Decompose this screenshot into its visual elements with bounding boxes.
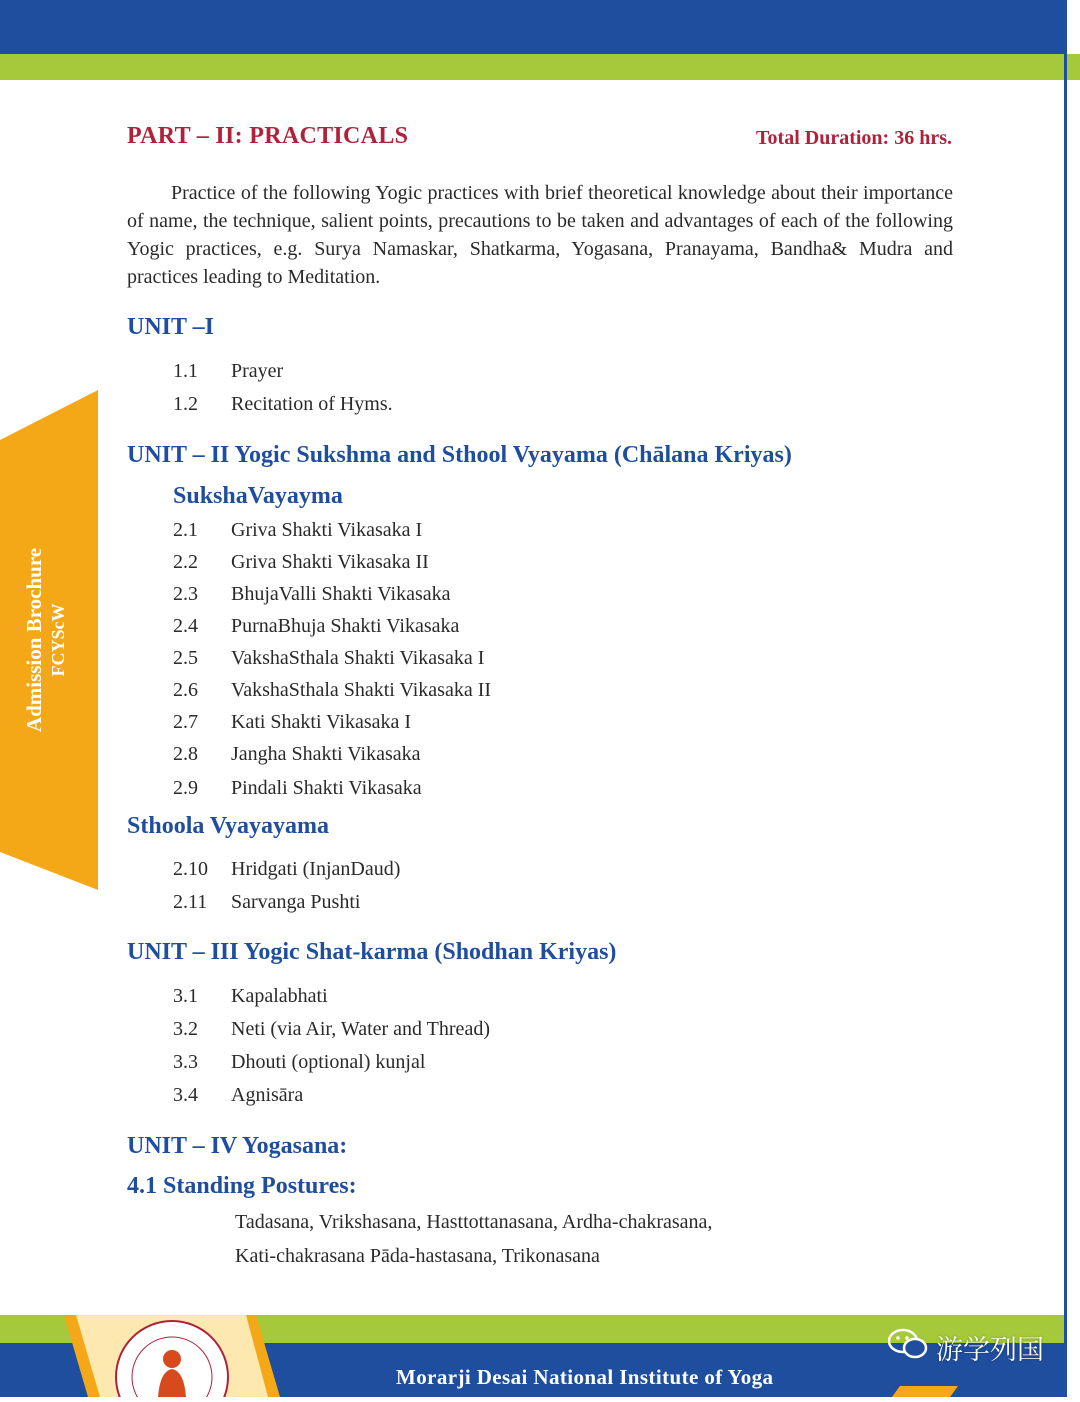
sukshma-subheading: SukshaVayayma <box>173 483 343 509</box>
item-number: 2.11 <box>173 891 208 913</box>
list-item <box>173 890 360 914</box>
item-number: 2.10 <box>173 858 208 880</box>
item-text: Griva Shakti Vikasaka I <box>231 519 423 541</box>
list-item <box>173 1050 425 1074</box>
item-number: 1.2 <box>173 393 198 415</box>
total-duration: Total Duration: 36 hrs. <box>756 127 952 149</box>
item-text: Recitation of Hyms. <box>231 393 393 415</box>
item-number: 2.1 <box>173 519 198 541</box>
part-title: PART – II: PRACTICALS <box>127 123 409 149</box>
item-number: 3.3 <box>173 1051 198 1073</box>
header-blue-bar <box>0 0 1064 54</box>
list-item <box>173 710 411 734</box>
item-text: VakshaSthala Shakti Vikasaka II <box>231 679 492 701</box>
item-text: Neti (via Air, Water and Thread) <box>231 1018 490 1040</box>
list-item <box>173 518 422 542</box>
item-text: Sarvanga Pushti <box>231 891 361 913</box>
sthoola-subheading: Sthoola Vyayayama <box>127 813 330 839</box>
item-text: Dhouti (optional) kunjal <box>231 1051 426 1073</box>
wechat-icon <box>888 1328 928 1367</box>
unit-1-heading: UNIT –I <box>127 314 214 340</box>
side-tab-line1: Admission Brochure <box>22 547 46 733</box>
list-item <box>173 614 459 638</box>
item-number: 3.4 <box>173 1084 198 1106</box>
item-number: 2.9 <box>173 777 198 799</box>
list-item <box>173 359 283 383</box>
item-number: 2.8 <box>173 743 198 765</box>
item-number: 2.6 <box>173 679 198 701</box>
list-item <box>173 857 400 881</box>
side-tab-label <box>22 548 70 732</box>
list-item <box>173 646 484 670</box>
wechat-watermark <box>888 1328 1044 1367</box>
standing-postures-subheading: 4.1 Standing Postures: <box>127 1173 357 1199</box>
item-text: Agnisāra <box>231 1084 304 1106</box>
item-number: 1.1 <box>173 360 198 382</box>
item-number: 3.2 <box>173 1018 198 1040</box>
institute-logo <box>60 1315 280 1397</box>
side-tab-line2: FCYScW <box>48 603 68 677</box>
header-green-bar <box>0 54 1064 80</box>
item-number: 2.7 <box>173 711 198 733</box>
intro-paragraph: Practice of the following Yogic practices with brief theoretical knowledge about their importance of name, the technique, salient points, precautions to be taken and advantages of each of the following Yogic practices, e.g. Surya Namaskar, Shatkarma, Yogasana, Pranayama, Bandha& Mudra and practices leading to Meditation. <box>127 182 953 288</box>
institute-name: Morarji Desai National Institute of Yoga <box>396 1365 774 1389</box>
item-text: Griva Shakti Vikasaka II <box>231 551 429 573</box>
item-text: BhujaValli Shakti Vikasaka <box>231 583 451 605</box>
item-number: 3.1 <box>173 985 198 1007</box>
list-item <box>173 742 421 766</box>
item-number: 2.5 <box>173 647 198 669</box>
unit-2-heading: UNIT – II Yogic Sukshma and Sthool Vyayama (Chālana Kriyas) <box>127 442 792 468</box>
item-text: Pindali Shakti Vikasaka <box>231 777 422 799</box>
watermark-text: 游学列国 <box>936 1335 1044 1366</box>
item-text: Kati Shakti Vikasaka I <box>231 711 412 733</box>
list-item <box>173 776 422 800</box>
list-item <box>173 1017 490 1041</box>
page-edge <box>1064 0 1080 1397</box>
item-text: Jangha Shakti Vikasaka <box>231 743 421 765</box>
item-text: Hridgati (InjanDaud) <box>231 858 401 880</box>
item-text: Kapalabhati <box>231 985 328 1007</box>
page-number-tab <box>892 1386 958 1397</box>
list-item <box>173 550 429 574</box>
list-item <box>173 582 451 606</box>
item-text: PurnaBhuja Shakti Vikasaka <box>231 615 460 637</box>
unit-3-heading: UNIT – III Yogic Shat-karma (Shodhan Kriyas) <box>127 939 617 965</box>
list-item <box>173 1083 303 1107</box>
unit-4-heading: UNIT – IV Yogasana: <box>127 1133 348 1159</box>
item-number: 2.3 <box>173 583 198 605</box>
item-text: Prayer <box>231 360 284 382</box>
list-item <box>173 678 491 702</box>
postures-line: Tadasana, Vrikshasana, Hasttottanasana, Ardha-chakrasana, <box>235 1211 713 1233</box>
list-item <box>173 984 328 1008</box>
list-item <box>173 392 393 416</box>
item-number: 2.4 <box>173 615 198 637</box>
item-number: 2.2 <box>173 551 198 573</box>
postures-line: Kati-chakrasana Pāda-hastasana, Trikonasana <box>235 1245 600 1267</box>
item-text: VakshaSthala Shakti Vikasaka I <box>231 647 485 669</box>
